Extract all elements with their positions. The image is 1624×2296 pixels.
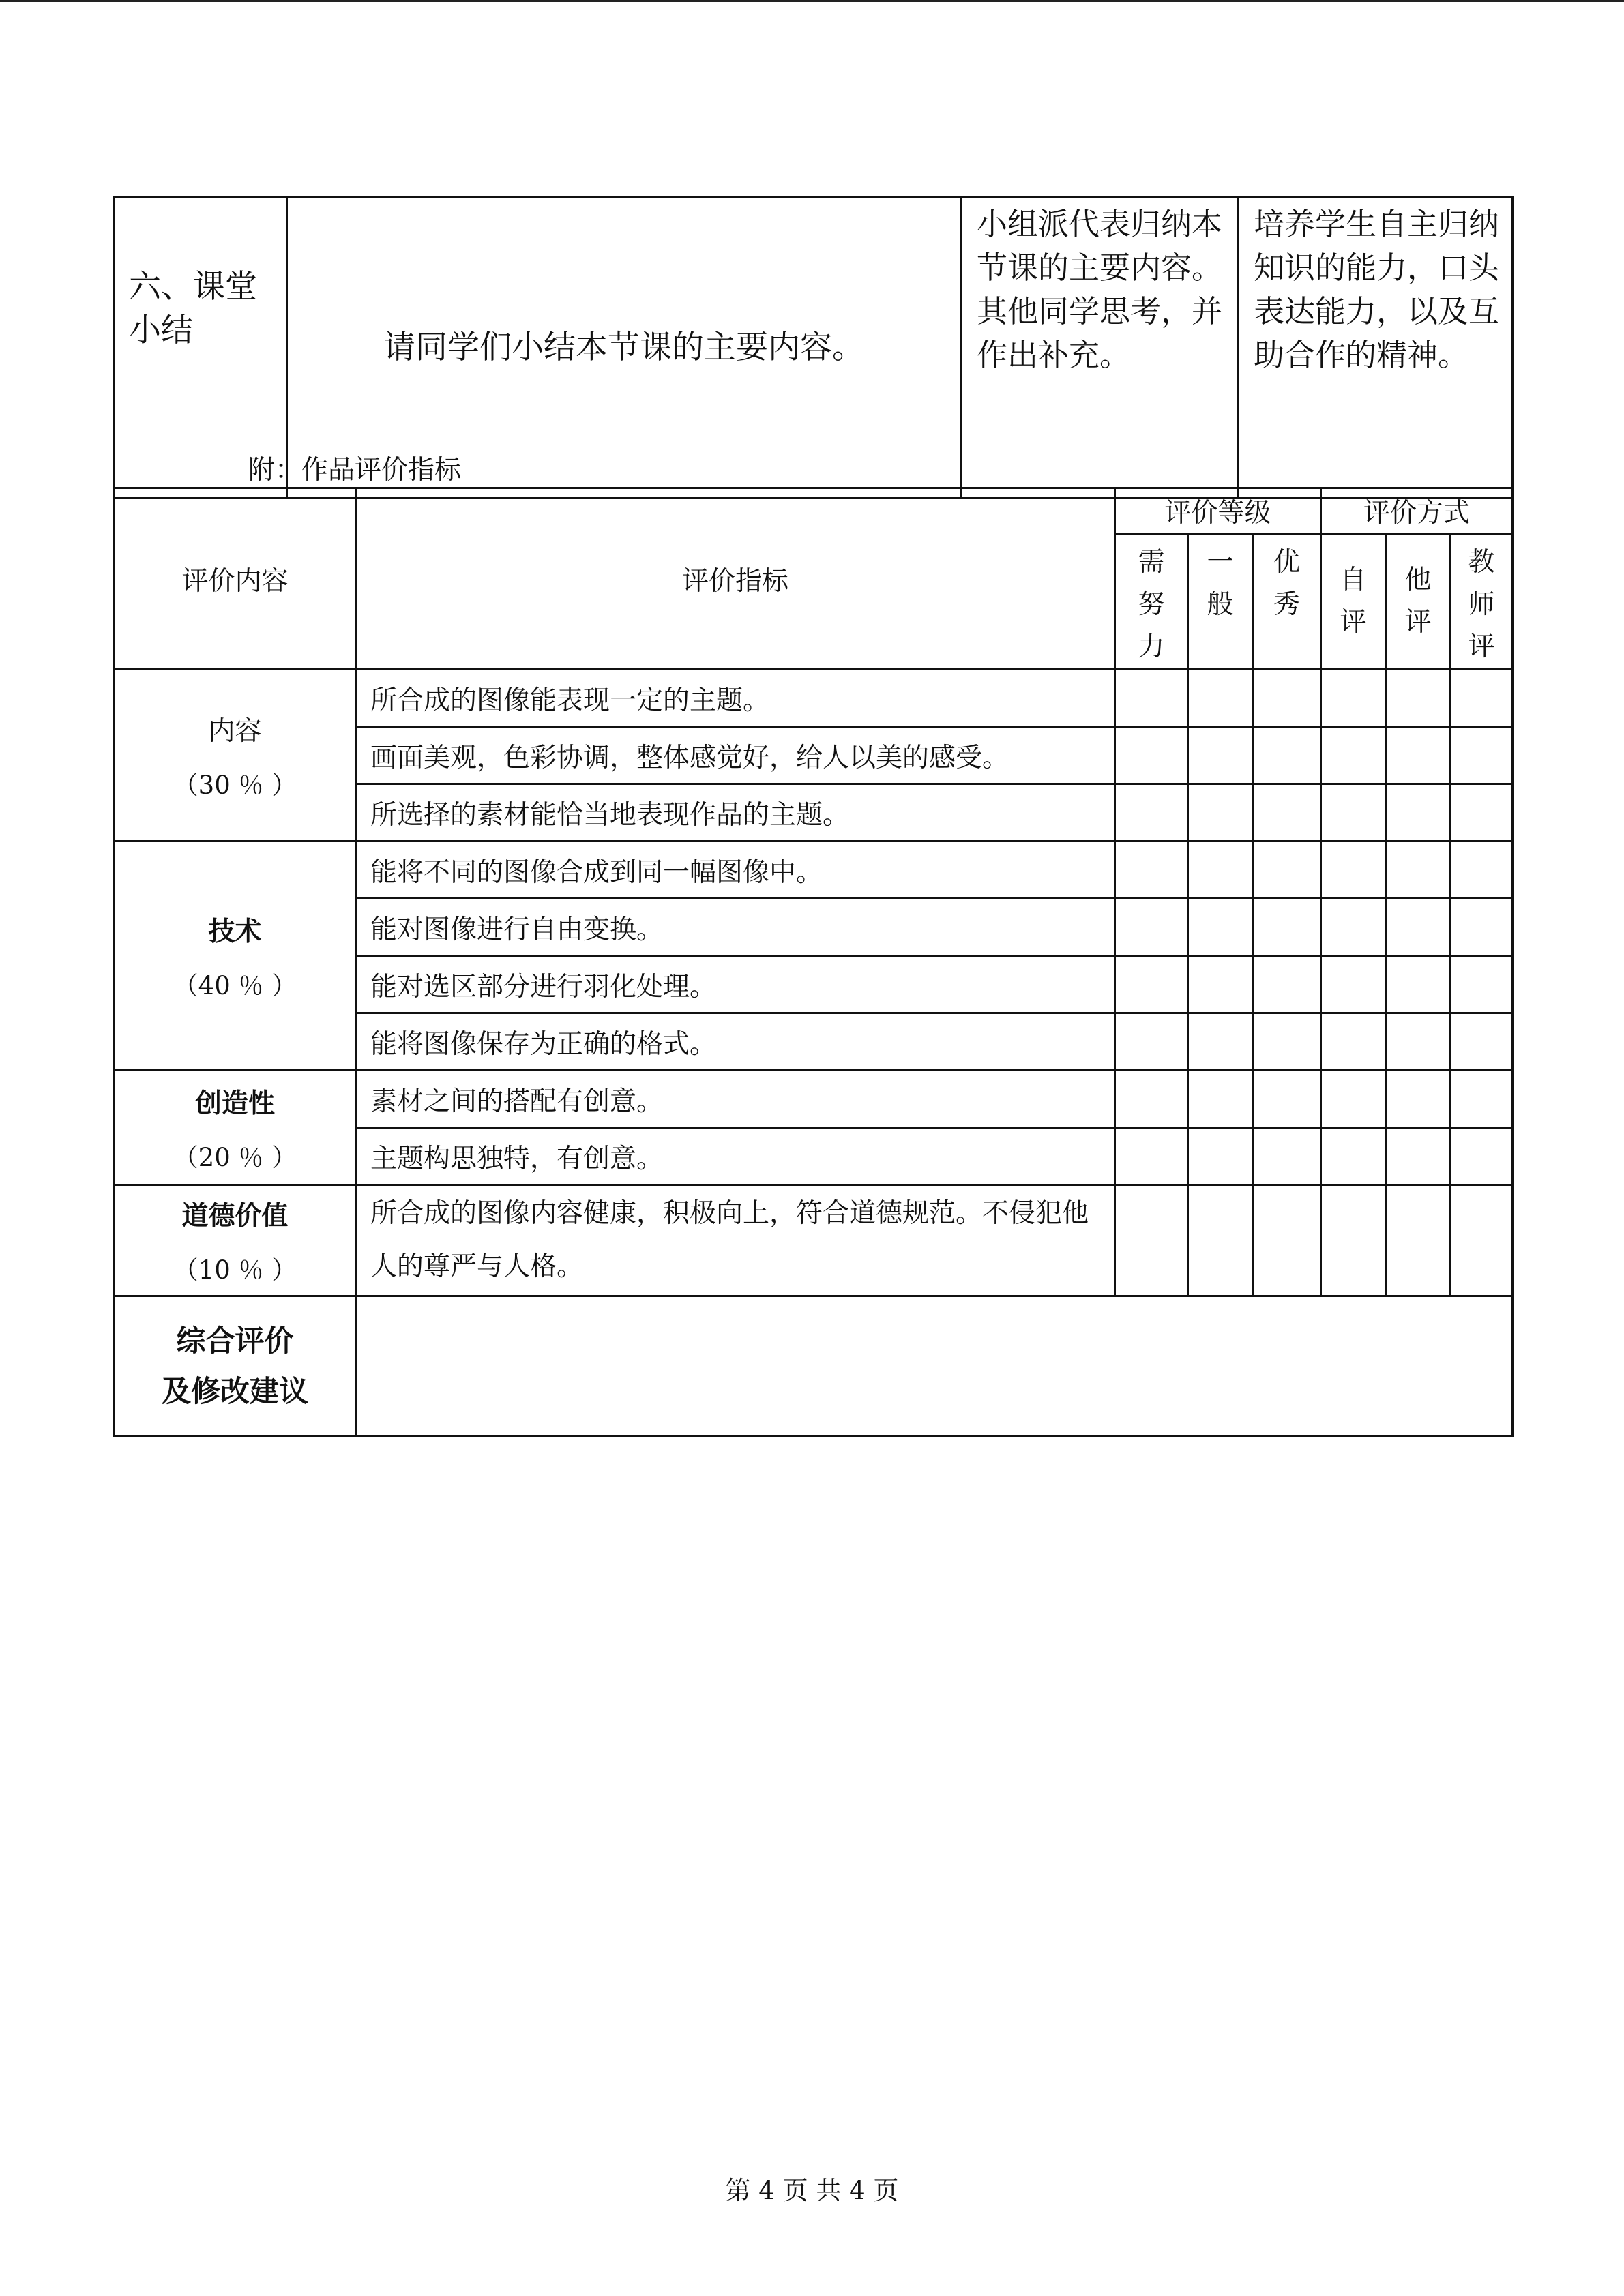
rating-cell[interactable] [1451,784,1513,841]
rating-cell[interactable] [1386,1185,1451,1296]
rating-cell[interactable] [1321,1071,1386,1128]
indicator-cell: 所合成的图像能表现一定的主题。 [356,670,1115,727]
summary-label-cell [115,1296,356,1437]
summary-input-cell[interactable] [356,1296,1513,1437]
rating-cell[interactable] [1451,1071,1513,1128]
summary-label-line2: 及修改建议 [162,1374,308,1409]
rating-cell[interactable] [1253,1128,1321,1185]
indicator-cell: 所选择的素材能恰当地表现作品的主题。 [356,784,1115,841]
indicator-cell: 能对选区部分进行羽化处理。 [356,956,1115,1013]
rating-cell[interactable] [1451,1185,1513,1296]
category-content-cell [115,670,356,841]
lesson-stage-cell: 六、课堂小结 [115,198,287,498]
rating-cell[interactable] [1188,899,1253,956]
rating-cell[interactable] [1115,899,1188,956]
rating-cell[interactable] [1188,841,1253,899]
eval-header-indicator: 评价指标 [356,488,1115,670]
rating-cell[interactable] [1188,1185,1253,1296]
method-self-header: 自评 [1321,534,1386,670]
rating-cell[interactable] [1115,1185,1188,1296]
rating-cell[interactable] [1253,1013,1321,1071]
indicator-cell: 所合成的图像内容健康，积极向上，符合道德规范。不侵犯他人的尊严与人格。 [356,1185,1115,1296]
rating-cell[interactable] [1115,670,1188,727]
rating-cell[interactable] [1321,899,1386,956]
table-row [115,1071,1513,1128]
table-row [115,841,1513,899]
rating-cell[interactable] [1321,784,1386,841]
rating-cell[interactable] [1253,956,1321,1013]
grade-excellent-header: 优秀 [1253,534,1321,670]
rating-cell[interactable] [1253,899,1321,956]
rating-cell[interactable] [1451,899,1513,956]
method-teacher-header: 教师评 [1451,534,1513,670]
rating-cell[interactable] [1321,1013,1386,1071]
rating-cell[interactable] [1188,1071,1253,1128]
rating-cell[interactable] [1253,670,1321,727]
rating-cell[interactable] [1188,1128,1253,1185]
rating-cell[interactable] [1253,1185,1321,1296]
rating-cell[interactable] [1451,841,1513,899]
rating-cell[interactable] [1321,727,1386,784]
rating-cell[interactable] [1115,1128,1188,1185]
rating-cell[interactable] [1253,1071,1321,1128]
rating-cell[interactable] [1188,1013,1253,1071]
indicator-cell: 能对图像进行自由变换。 [356,899,1115,956]
rating-cell[interactable] [1188,956,1253,1013]
rating-cell[interactable] [1451,1128,1513,1185]
rating-cell[interactable] [1451,670,1513,727]
rating-cell[interactable] [1386,956,1451,1013]
rating-cell[interactable] [1115,784,1188,841]
rating-cell[interactable] [1451,1013,1513,1071]
lesson-design-intent-cell: 培养学生自主归纳知识的能力，口头表达能力，以及互助合作的精神。 [1238,198,1513,498]
category-weight: （10 ％ ） [173,1255,297,1285]
category-name: 道德价值 [181,1201,289,1232]
rating-cell[interactable] [1115,956,1188,1013]
indicator-cell: 能将不同的图像合成到同一幅图像中。 [356,841,1115,899]
table-row [115,1185,1513,1296]
rating-cell[interactable] [1115,841,1188,899]
rating-cell[interactable] [1115,1071,1188,1128]
rating-cell[interactable] [1115,727,1188,784]
eval-header-content: 评价内容 [115,488,356,670]
rating-cell[interactable] [1386,1128,1451,1185]
rating-cell[interactable] [1253,784,1321,841]
page-footer: 第 4 页 共 4 页 [725,2176,899,2205]
grade-average-header: 一般 [1188,534,1253,670]
appendix-title: 附：作品评价指标 [248,455,462,486]
rating-cell[interactable] [1386,670,1451,727]
category-technique-cell [115,841,356,1071]
page-top-border [0,0,1624,2]
rating-cell[interactable] [1253,727,1321,784]
indicator-cell: 主题构思独特，有创意。 [356,1128,1115,1185]
rating-cell[interactable] [1386,1013,1451,1071]
category-name: 内容 [208,715,262,747]
rating-cell[interactable] [1253,841,1321,899]
rating-cell[interactable] [1188,670,1253,727]
category-weight: （40 ％ ） [173,970,297,1000]
category-weight: （30 ％ ） [173,770,297,800]
eval-header-method: 评价方式 [1321,488,1513,534]
indicator-cell: 画面美观，色彩协调，整体感觉好，给人以美的感受。 [356,727,1115,784]
category-name: 技术 [208,916,262,947]
eval-header-grade: 评价等级 [1115,488,1321,534]
rating-cell[interactable] [1321,1128,1386,1185]
eval-header-row [115,488,1513,534]
rating-cell[interactable] [1386,1071,1451,1128]
indicator-cell: 能将图像保存为正确的格式。 [356,1013,1115,1071]
summary-row [115,1296,1513,1437]
rating-cell[interactable] [1321,670,1386,727]
rating-cell[interactable] [1386,899,1451,956]
indicator-cell: 素材之间的搭配有创意。 [356,1071,1115,1128]
category-weight: （20 ％ ） [173,1142,297,1172]
summary-label-line1: 综合评价 [176,1324,294,1358]
evaluation-table [113,487,1514,1437]
grade-needs-effort-header: 需努力 [1115,534,1188,670]
rating-cell[interactable] [1321,841,1386,899]
lesson-activity-cell: 请同学们小结本节课的主要内容。 [287,198,961,498]
rating-cell[interactable] [1188,727,1253,784]
rating-cell[interactable] [1386,784,1451,841]
method-peer-header: 他评 [1386,534,1451,670]
rating-cell[interactable] [1386,841,1451,899]
category-creativity-cell [115,1071,356,1185]
rating-cell[interactable] [1115,1013,1188,1071]
category-ethics-cell [115,1185,356,1296]
rating-cell[interactable] [1386,727,1451,784]
lesson-student-activity-cell: 小组派代表归纳本节课的主要内容。其他同学思考，并作出补充。 [961,198,1238,498]
rating-cell[interactable] [1321,1185,1386,1296]
table-row [115,670,1513,727]
rating-cell[interactable] [1321,956,1386,1013]
rating-cell[interactable] [1451,956,1513,1013]
rating-cell[interactable] [1451,727,1513,784]
category-name: 创造性 [194,1088,275,1119]
rating-cell[interactable] [1188,784,1253,841]
